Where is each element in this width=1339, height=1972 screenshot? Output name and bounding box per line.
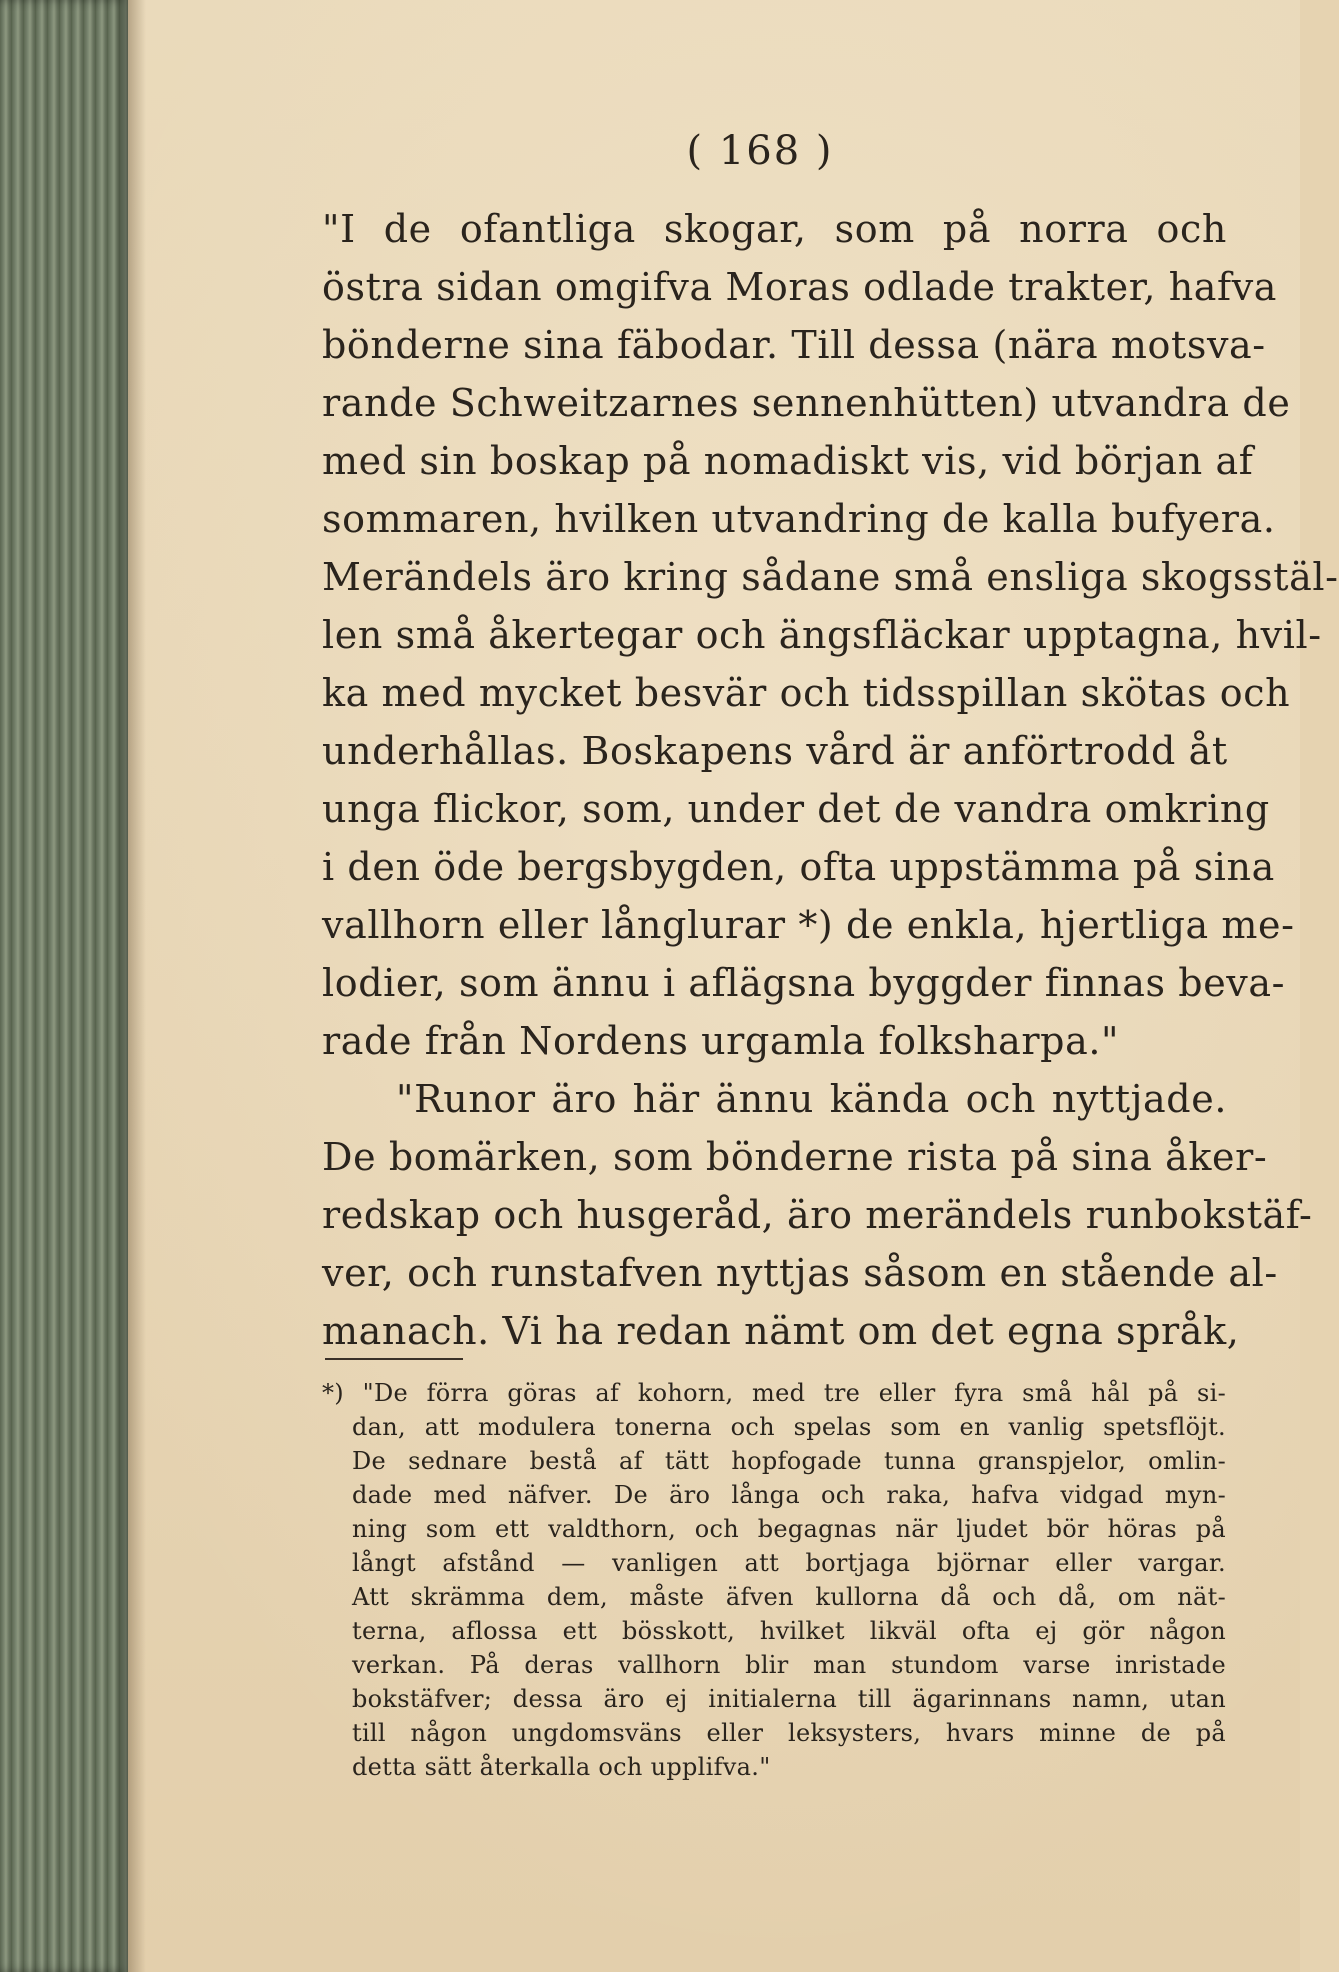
- footnote-line: dan, att modulera tonerna och spelas som en vanlig spetsflöjt.: [352, 1413, 1226, 1441]
- body-line: rade från Nordens urgamla folksharpa.": [322, 1019, 1120, 1063]
- body-line: östra sidan omgifva Moras odlade trakter, hafva: [322, 265, 1278, 309]
- footnote-line: Att skrämma dem, måste äfven kullorna då och då, om nät-: [352, 1583, 1226, 1611]
- book-spine-edge: [0, 0, 128, 1972]
- body-line: Merändels äro kring sådane små ensliga skogsstäl-: [322, 555, 1339, 599]
- footnote-line: terna, aflossa ett bösskott, hvilket likväl ofta ej gör någon: [352, 1617, 1226, 1645]
- body-line: "Runor äro här ännu kända och nyttjade.: [396, 1077, 1227, 1121]
- footnote-line: dade med näfver. De äro långa och raka, hafva vidgad myn-: [352, 1481, 1226, 1509]
- body-line: lodier, som ännu i aflägsna byggder finnas beva-: [322, 961, 1286, 1005]
- body-line: ka med mycket besvär och tidsspillan skötas och: [322, 671, 1291, 715]
- body-line: vallhorn eller långlurar *) de enkla, hjertliga me-: [322, 903, 1295, 947]
- body-line: len små åkertegar och ängsfläckar upptagna, hvil-: [322, 613, 1322, 657]
- footnote-line: bokstäfver; dessa äro ej initialerna till ägarinnans namn, utan: [352, 1685, 1226, 1713]
- body-line: med sin boskap på nomadiskt vis, vid början af: [322, 439, 1254, 483]
- footnote-line: till någon ungdomsväns eller leksysters, hvars minne de på: [352, 1719, 1226, 1747]
- page-number: ( 168 ): [686, 128, 834, 174]
- footnote-line: detta sätt återkalla och upplifva.": [352, 1753, 771, 1781]
- body-line: underhållas. Boskapens vård är anförtrodd åt: [322, 729, 1228, 773]
- body-line: i den öde bergsbygden, ofta uppstämma på sina: [322, 845, 1275, 889]
- footnote-line: verkan. På deras vallhorn blir man stundom varse inristade: [352, 1651, 1226, 1679]
- body-line: rande Schweitzarnes sennenhütten) utvandra de: [322, 381, 1291, 425]
- body-line: sommaren, hvilken utvandring de kalla bufyera.: [322, 497, 1276, 541]
- footnote-line: *) "De förra göras af kohorn, med tre eller fyra små hål på si-: [322, 1379, 1226, 1407]
- body-line: De bomärken, som bönderne rista på sina åker-: [322, 1135, 1268, 1179]
- body-line: manach. Vi ha redan nämt om det egna språk,: [322, 1309, 1240, 1353]
- body-line: bönderne sina fäbodar. Till dessa (nära motsva-: [322, 323, 1266, 367]
- body-line: redskap och husgeråd, äro merändels runbokstäf-: [322, 1193, 1313, 1237]
- footnote-line: ning som ett valdthorn, och begagnas när ljudet bör höras på: [352, 1515, 1226, 1543]
- body-line: "I de ofantliga skogar, som på norra och: [322, 207, 1227, 251]
- footnote-block: [322, 1376, 1226, 1784]
- body-line: ver, och runstafven nyttjas såsom en stående al-: [322, 1251, 1278, 1295]
- footnote-line: De sednare bestå af tätt hopfogade tunna granspjelor, omlin-: [352, 1447, 1226, 1475]
- body-line: unga flickor, som, under det de vandra omkring: [322, 787, 1270, 831]
- main-text-block: [322, 200, 1339, 1360]
- footnote-divider: [325, 1358, 463, 1360]
- footnote-line: långt afstånd — vanligen att bortjaga björnar eller vargar.: [352, 1549, 1226, 1577]
